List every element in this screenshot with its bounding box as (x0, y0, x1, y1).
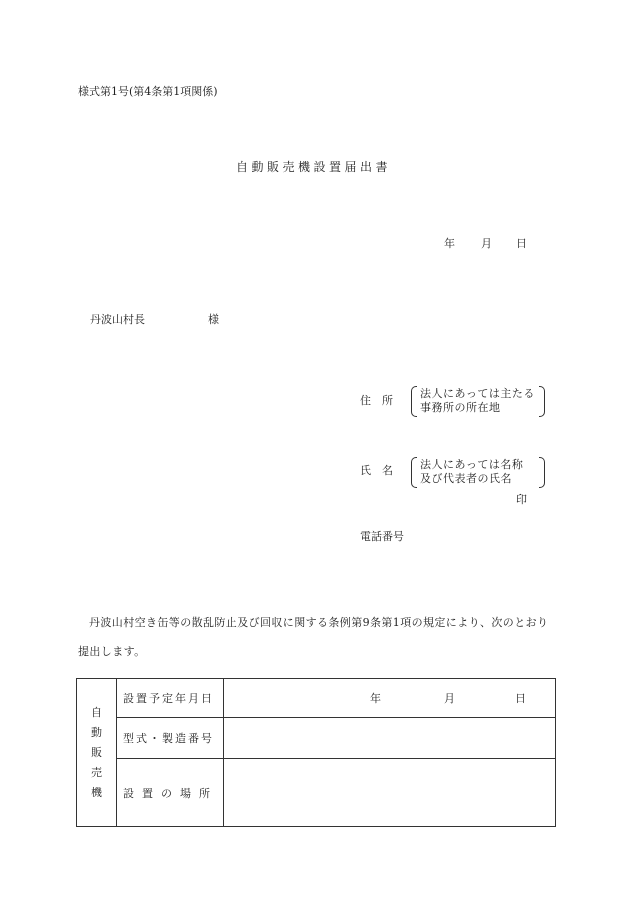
recipient-name: 丹波山村長 (90, 313, 145, 326)
address-note-bracket (411, 386, 545, 417)
table-row (77, 759, 556, 827)
installation-date-month-label: 月 (444, 692, 455, 705)
address-note-line-1: 法人にあっては主たる (420, 387, 535, 400)
submission-date-day-label: 日 (516, 237, 527, 250)
submission-date-year-label: 年 (444, 237, 455, 250)
vending-machine-table (76, 678, 556, 827)
address-label-char-2: 所 (382, 394, 393, 407)
model-serial-label: 型式・製造番号 (117, 718, 224, 759)
name-label-char-1: 氏 (360, 464, 371, 477)
seal-mark: 印 (516, 493, 527, 506)
address-label-char-1: 住 (360, 394, 371, 407)
form-number-label: 様式第1号(第4条第1項関係) (78, 85, 218, 98)
installation-location-field[interactable] (224, 759, 556, 827)
recipient-honorific: 様 (208, 313, 219, 326)
vending-machine-side-label: 自動販売機 (91, 705, 102, 799)
phone-number-label: 電話番号 (360, 530, 404, 543)
vending-machine-side-label-cell (77, 679, 117, 827)
model-serial-field[interactable] (224, 718, 556, 759)
name-note-bracket (411, 457, 545, 488)
installation-date-day-label: 日 (515, 692, 526, 705)
installation-date-label: 設置予定年月日 (117, 679, 224, 718)
table-row (77, 679, 556, 718)
name-note-line-1: 法人にあっては名称 (420, 458, 524, 471)
address-label (360, 395, 393, 406)
submission-date-month-label: 月 (481, 237, 492, 250)
installation-date-field[interactable] (224, 679, 556, 718)
installation-location-label: 設置の場所 (117, 759, 224, 827)
name-label-char-2: 名 (382, 464, 393, 477)
address-note-line-2: 事務所の所在地 (420, 401, 501, 414)
name-note-line-2: 及び代表者の氏名 (420, 472, 512, 485)
name-label (360, 465, 393, 476)
statement-paragraph: 丹波山村空き缶等の散乱防止及び回収に関する条例第9条第1項の規定により、次のとおり提出します。 (78, 616, 549, 658)
document-title: 自動販売機設置届出書 (236, 160, 392, 174)
installation-date-year-label: 年 (370, 692, 381, 705)
table-row (77, 718, 556, 759)
